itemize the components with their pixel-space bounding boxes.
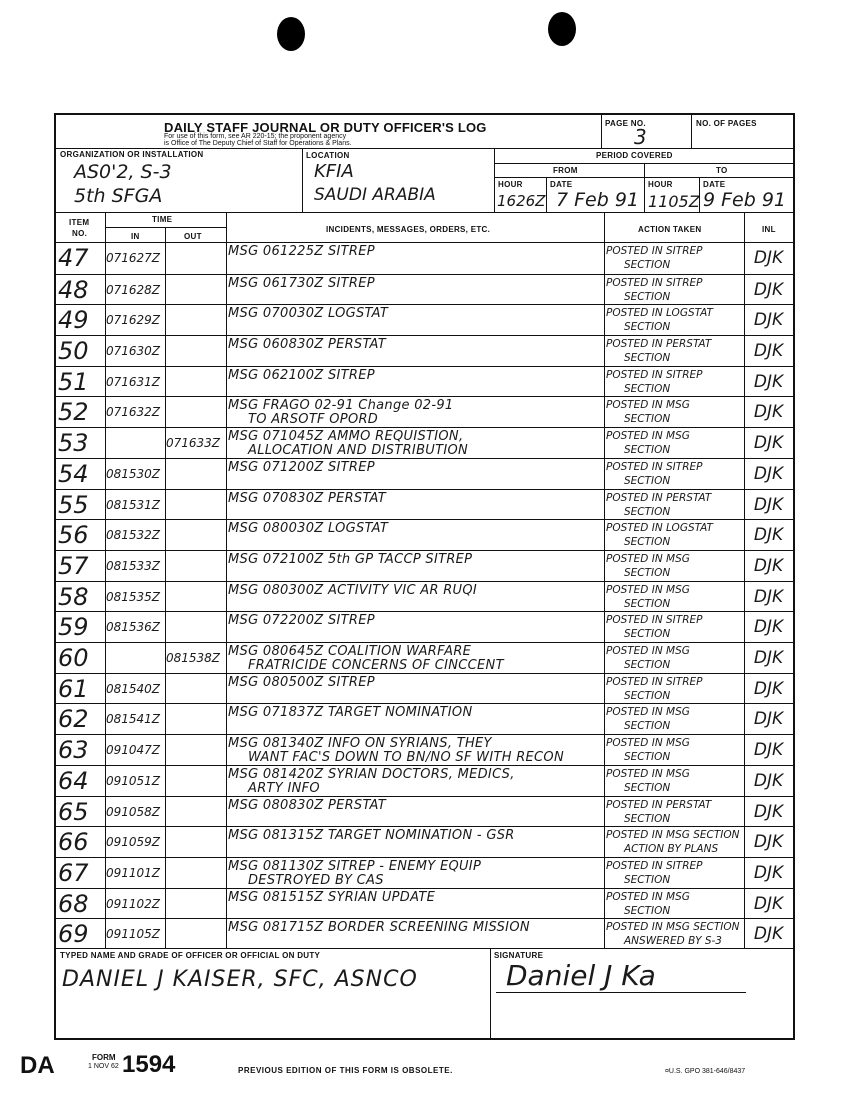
item-number: 49 (58, 306, 89, 335)
item-number: 56 (58, 521, 89, 550)
action-line-1: POSTED IN MSG (606, 767, 690, 780)
log-entry-row (56, 304, 793, 336)
action-line-1: POSTED IN MSG (606, 583, 690, 596)
action-taken (606, 643, 742, 672)
action-taken (606, 243, 742, 272)
log-entry-row (56, 366, 793, 398)
action-taken (606, 735, 742, 764)
message-text (228, 305, 604, 321)
log-entry-row (56, 550, 793, 582)
to-hour-label: HOUR (648, 180, 673, 189)
period-covered-label: PERIOD COVERED (596, 151, 673, 160)
message-line-2: WANT FAC'S DOWN TO BN/NO SF WITH RECON (248, 750, 564, 766)
initials: DJK (753, 463, 784, 484)
message-line-1: MSG 081515Z SYRIAN UPDATE (228, 889, 436, 905)
action-line-2: SECTION (624, 290, 671, 303)
log-entry-row (56, 427, 793, 459)
action-line-2: SECTION (624, 566, 671, 579)
time-in: 091047Z (106, 743, 161, 758)
message-line-2: FRATRICIDE CONCERNS OF CINCCENT (248, 658, 504, 674)
initials: DJK (753, 740, 784, 761)
org-line-1: AS0'2, S-3 (74, 161, 172, 183)
initials: DJK (753, 341, 784, 362)
time-in: 091105Z (106, 927, 161, 942)
item-number: 54 (58, 459, 89, 488)
time-in: 091059Z (106, 835, 161, 850)
item-header: ITEM (69, 218, 90, 227)
initials: DJK (753, 525, 784, 546)
action-taken (606, 858, 742, 887)
time-in: 071629Z (106, 313, 161, 328)
action-line-2: SECTION (624, 873, 671, 886)
time-in: 081531Z (106, 497, 161, 512)
action-line-2: SECTION (624, 812, 671, 825)
action-line-1: POSTED IN SITREP (606, 245, 703, 257)
time-in: 071628Z (106, 282, 161, 297)
punch-hole-left (277, 17, 305, 51)
item-number: 69 (58, 920, 89, 949)
item-number: 65 (58, 797, 89, 826)
action-line-1: POSTED IN PERSTAT (606, 798, 712, 811)
time-in: 091051Z (106, 773, 161, 788)
action-line-1: POSTED IN LOGSTAT (606, 307, 713, 320)
message-text (228, 704, 604, 720)
action-line-2: SECTION (624, 751, 671, 764)
message-line-1: MSG 081340Z INFO ON SYRIANS, THEY (228, 736, 492, 752)
initials: DJK (753, 770, 784, 791)
signature-label: SIGNATURE (494, 951, 544, 960)
message-line-1: MSG 061225Z SITREP (228, 244, 375, 259)
initials: DJK (753, 279, 784, 300)
action-taken (606, 674, 742, 703)
time-in: 081530Z (106, 466, 161, 481)
message-line-1: MSG 080830Z PERSTAT (228, 797, 387, 813)
log-entry-row (56, 673, 793, 705)
action-taken (606, 766, 742, 795)
log-entry-row (56, 519, 793, 551)
in-header: IN (131, 232, 140, 241)
item-number: 67 (58, 858, 89, 887)
log-entry-row (56, 796, 793, 828)
item-number: 57 (58, 551, 89, 580)
message-line-1: MSG FRAGO 02-91 Change 02-91 (228, 398, 454, 414)
action-taken (606, 827, 742, 856)
log-entry-row (56, 642, 793, 674)
action-line-2: SECTION (624, 505, 671, 518)
initials: DJK (753, 801, 784, 822)
from-hour-label: HOUR (498, 180, 523, 189)
time-in: 081535Z (106, 589, 161, 604)
initials: DJK (753, 924, 784, 945)
time-in: 071632Z (106, 405, 161, 420)
action-line-2: SECTION (624, 781, 671, 794)
initials: DJK (753, 586, 784, 607)
action-line-2: SECTION (624, 259, 671, 271)
action-line-2: SECTION (624, 904, 671, 917)
action-line-1: POSTED IN MSG SECTION (606, 829, 740, 842)
action-line-1: POSTED IN SITREP (606, 859, 703, 872)
action-line-2: SECTION (624, 597, 671, 610)
initials: DJK (753, 433, 784, 454)
no-header: NO. (72, 229, 88, 238)
action-line-1: POSTED IN MSG (606, 645, 690, 658)
initials: DJK (753, 248, 784, 268)
item-number: 59 (58, 613, 89, 642)
item-number: 48 (58, 275, 89, 304)
time-in: 091058Z (106, 804, 161, 819)
initials: DJK (753, 893, 784, 914)
action-taken (606, 336, 742, 365)
log-entry-row (56, 274, 793, 306)
log-entry-row (56, 611, 793, 643)
gpo-note: ¤U.S. GPO 381-646/8437 (665, 1068, 746, 1075)
action-line-1: POSTED IN MSG (606, 552, 690, 565)
time-in: 081536Z (106, 620, 161, 635)
item-number: 58 (58, 582, 89, 611)
action-line-2: ANSWERED BY S-3 (624, 935, 722, 948)
item-number: 50 (58, 337, 89, 366)
message-text (228, 674, 604, 690)
to-date-value: 9 Feb 91 (703, 189, 787, 211)
initials: DJK (753, 648, 784, 669)
message-line-2: DESTROYED BY CAS (248, 872, 384, 888)
action-taken (606, 704, 742, 733)
item-number: 47 (58, 244, 89, 272)
time-in: 091101Z (106, 865, 161, 880)
incidents-header: INCIDENTS, MESSAGES, ORDERS, ETC. (326, 225, 491, 234)
typed-name-label: TYPED NAME AND GRADE OF OFFICER OR OFFICIAL ON DUTY (60, 951, 321, 960)
time-in: 081541Z (106, 712, 161, 727)
log-entry-row (56, 734, 793, 766)
location-label: LOCATION (306, 151, 350, 160)
message-text (228, 827, 604, 843)
message-line-1: MSG 062100Z SITREP (228, 367, 375, 383)
message-line-1: MSG 070830Z PERSTAT (228, 490, 387, 506)
action-taken (606, 889, 742, 918)
item-number: 61 (58, 674, 89, 703)
message-text (228, 582, 604, 598)
action-taken (606, 305, 742, 334)
log-entry-row (56, 458, 793, 490)
log-entries (56, 243, 793, 949)
log-entry-row (56, 243, 793, 274)
action-line-1: POSTED IN SITREP (606, 675, 703, 688)
message-line-1: MSG 080645Z COALITION WARFARE (228, 644, 472, 660)
time-in: 071627Z (106, 251, 161, 265)
action-taken (606, 520, 742, 549)
form-subtitle-2: is Office of The Deputy Chief of Staff for Operations & Plans. (164, 140, 352, 147)
time-header: TIME (152, 215, 173, 224)
action-taken (606, 397, 742, 426)
org-line-2: 5th SFGA (74, 185, 163, 207)
action-line-1: POSTED IN MSG (606, 399, 690, 412)
action-line-1: POSTED IN PERSTAT (606, 338, 712, 351)
log-entry-row (56, 857, 793, 889)
message-text (228, 459, 604, 475)
item-number: 60 (58, 644, 89, 673)
action-line-1: POSTED IN MSG (606, 890, 690, 903)
message-line-1: MSG 080300Z ACTIVITY VIC AR RUQI (228, 582, 478, 598)
message-line-1: MSG 071045Z AMMO REQUISTION, (228, 429, 464, 445)
page-no-label: PAGE NO. (605, 119, 646, 128)
from-date-value: 7 Feb 91 (556, 189, 640, 211)
action-line-2: SECTION (624, 628, 671, 641)
out-header: OUT (184, 232, 202, 241)
action-taken (606, 919, 742, 948)
message-line-1: MSG 081715Z BORDER SCREENING MISSION (228, 920, 530, 936)
log-entry-row (56, 918, 793, 950)
item-number: 55 (58, 490, 89, 519)
org-label: ORGANIZATION OR INSTALLATION (60, 150, 204, 159)
initials: DJK (753, 862, 784, 883)
message-text (228, 428, 604, 458)
message-line-1: MSG 072200Z SITREP (228, 613, 375, 629)
item-number: 68 (58, 889, 89, 918)
no-of-pages-label: NO. OF PAGES (696, 119, 757, 128)
action-line-2: SECTION (624, 720, 671, 733)
action-line-1: POSTED IN SITREP (606, 368, 703, 381)
time-in: 071631Z (106, 374, 161, 389)
duty-log-form (54, 113, 795, 1040)
form-title: DAILY STAFF JOURNAL OR DUTY OFFICER'S LOG (164, 120, 487, 135)
log-entry-row (56, 335, 793, 367)
time-out: 071633Z (166, 436, 221, 451)
action-line-2: SECTION (624, 536, 671, 549)
initials: DJK (753, 709, 784, 730)
message-text (228, 397, 604, 427)
time-in: 081532Z (106, 528, 161, 543)
message-line-2: TO ARSOTF OPORD (248, 412, 379, 428)
message-text (228, 797, 604, 813)
action-line-1: POSTED IN MSG (606, 430, 690, 443)
action-line-2: SECTION (624, 659, 671, 672)
initials: DJK (753, 402, 784, 423)
from-date-label: DATE (550, 180, 573, 189)
action-line-1: POSTED IN LOGSTAT (606, 522, 713, 535)
initials: DJK (753, 617, 784, 638)
action-line-2: SECTION (624, 352, 671, 365)
message-text (228, 735, 604, 765)
to-label: TO (716, 166, 728, 175)
form-subtitle-1: For use of this form, see AR 220-15; the proponent agency (164, 133, 347, 140)
initials: DJK (753, 678, 784, 699)
action-line-2: SECTION (624, 413, 671, 426)
action-line-2: SECTION (624, 382, 671, 395)
time-in: 081533Z (106, 558, 161, 573)
message-line-1: MSG 080030Z LOGSTAT (228, 521, 389, 537)
from-hour-value: 1626Z (497, 192, 546, 210)
message-text (228, 490, 604, 506)
action-line-1: POSTED IN MSG (606, 737, 690, 750)
log-entry-row (56, 581, 793, 613)
action-line-1: POSTED IN SITREP (606, 614, 703, 627)
action-line-1: POSTED IN PERSTAT (606, 491, 712, 504)
message-line-1: MSG 072100Z 5th GP TACCP SITREP (228, 551, 473, 567)
action-taken (606, 275, 742, 304)
punch-hole-right (548, 12, 576, 46)
action-taken (606, 797, 742, 826)
item-number: 64 (58, 766, 89, 795)
item-number: 53 (58, 429, 89, 458)
message-line-1: MSG 071837Z TARGET NOMINATION (228, 705, 473, 721)
item-number: 66 (58, 828, 89, 857)
da-label: DA (20, 1052, 55, 1079)
action-line-2: SECTION (624, 444, 671, 457)
action-taken (606, 459, 742, 488)
item-number: 51 (58, 367, 89, 396)
initials: DJK (753, 494, 784, 515)
initials: DJK (753, 555, 784, 576)
message-line-1: MSG 081315Z TARGET NOMINATION - GSR (228, 828, 515, 844)
action-line-1: POSTED IN MSG SECTION (606, 921, 740, 934)
signature: Daniel J Ka (506, 959, 656, 992)
message-text (228, 243, 604, 259)
message-text (228, 367, 604, 383)
initials: DJK (753, 832, 784, 853)
message-line-2: ALLOCATION AND DISTRIBUTION (248, 443, 469, 459)
log-entry-row (56, 396, 793, 428)
inl-header: INL (762, 225, 776, 234)
log-entry-row (56, 765, 793, 797)
message-line-2: ARTY INFO (248, 780, 320, 796)
message-text (228, 889, 604, 905)
message-text (228, 551, 604, 567)
page-no-value: 3 (634, 125, 647, 149)
time-out: 081538Z (166, 651, 221, 666)
message-line-1: MSG 061730Z SITREP (228, 275, 375, 291)
time-in: 071630Z (106, 344, 161, 359)
message-line-1: MSG 081420Z SYRIAN DOCTORS, MEDICS, (228, 766, 515, 782)
action-header: ACTION TAKEN (638, 225, 702, 234)
message-text (228, 520, 604, 536)
location-line-1: KFIA (314, 161, 354, 182)
log-entry-row (56, 703, 793, 735)
location-line-2: SAUDI ARABIA (314, 185, 436, 205)
message-line-1: MSG 070030Z LOGSTAT (228, 306, 389, 322)
action-line-2: SECTION (624, 474, 671, 487)
typed-name-value: DANIEL J KAISER, SFC, ASNCO (62, 967, 418, 992)
action-line-1: POSTED IN MSG (606, 706, 690, 719)
to-date-label: DATE (703, 180, 726, 189)
form-number: 1594 (122, 1051, 176, 1078)
message-text (228, 275, 604, 291)
action-taken (606, 428, 742, 457)
action-line-2: ACTION BY PLANS (624, 843, 719, 856)
message-text (228, 858, 604, 888)
message-text (228, 766, 604, 796)
action-taken (606, 612, 742, 641)
from-label: FROM (553, 166, 578, 175)
time-in: 081540Z (106, 681, 161, 696)
form-word: FORM (92, 1053, 116, 1062)
message-text (228, 612, 604, 628)
previous-edition-note: PREVIOUS EDITION OF THIS FORM IS OBSOLETE. (238, 1066, 453, 1075)
item-number: 62 (58, 705, 89, 734)
log-entry-row (56, 489, 793, 521)
action-line-1: POSTED IN SITREP (606, 460, 703, 473)
action-line-1: POSTED IN SITREP (606, 276, 703, 289)
message-text (228, 919, 604, 935)
log-entry-row (56, 888, 793, 920)
form-date: 1 NOV 62 (88, 1063, 119, 1070)
initials: DJK (753, 371, 784, 392)
initials: DJK (753, 310, 784, 331)
action-taken (606, 367, 742, 396)
action-line-2: SECTION (624, 689, 671, 702)
action-line-2: SECTION (624, 321, 671, 334)
message-text (228, 336, 604, 352)
action-taken (606, 551, 742, 580)
message-line-1: MSG 080500Z SITREP (228, 674, 375, 690)
action-taken (606, 582, 742, 611)
message-line-1: MSG 060830Z PERSTAT (228, 337, 387, 353)
message-text (228, 643, 604, 673)
item-number: 52 (58, 398, 89, 427)
item-number: 63 (58, 736, 89, 765)
time-in: 091102Z (106, 896, 161, 911)
message-line-1: MSG 081130Z SITREP - ENEMY EQUIP (228, 858, 482, 874)
to-hour-value: 1105Z (648, 192, 700, 211)
log-entry-row (56, 826, 793, 858)
action-taken (606, 490, 742, 519)
message-line-1: MSG 071200Z SITREP (228, 459, 375, 475)
